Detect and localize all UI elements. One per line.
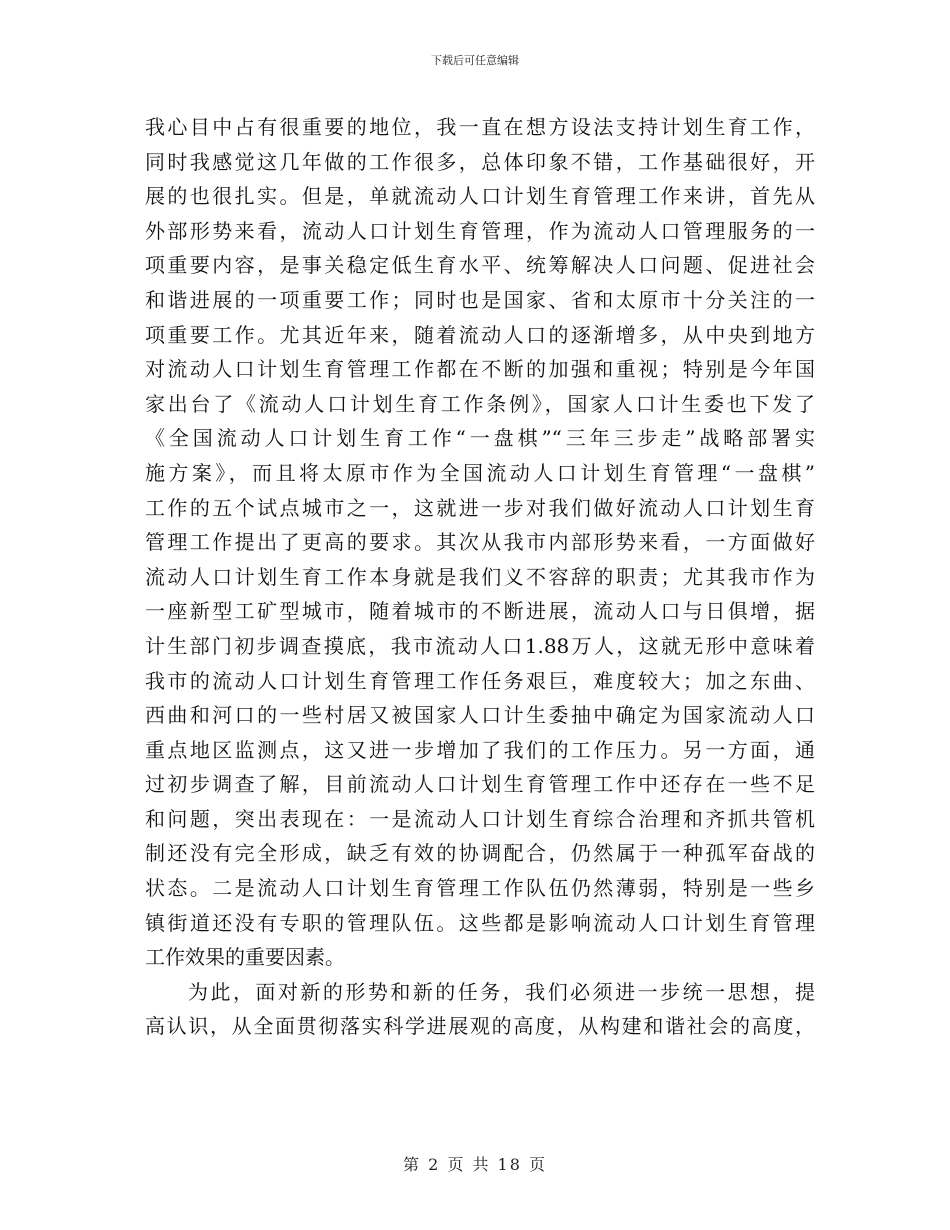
text-line: 施方案》，而且将太原市作为全国流动人口计划生育管理“一盘棋” xyxy=(145,460,815,485)
text-line: 和谐进展的一项重要工作；同时也是国家、省和太原市十分关注的一 xyxy=(145,287,815,312)
text-line: 我心目中占有很重要的地位，我一直在想方设法支持计划生育工作， xyxy=(145,115,815,139)
page-header: 下载后可任意编辑 xyxy=(431,54,519,67)
text-line: 计生部门初步调查摸底，我市流动人口1.88万人，这就无形中意味着 xyxy=(145,633,815,658)
text-line: 《全国流动人口计划生育工作“一盘棋”“三年三步走”战略部署实 xyxy=(145,426,815,451)
text-line: 制还没有完全形成，缺乏有效的协调配合，仍然属于一种孤军奋战的 xyxy=(145,841,815,866)
text-line: 高认识，从全面贯彻落实科学进展观的高度，从构建和谐社会的高度， xyxy=(145,1014,815,1039)
text-line: 一座新型工矿型城市，随着城市的不断进展，流动人口与日俱增，据 xyxy=(145,599,815,624)
document-body xyxy=(145,110,815,1044)
page-number-footer: 第 2 页 共 18 页 xyxy=(403,1155,547,1174)
text-line: 流动人口计划生育工作本身就是我们义不容辞的职责；尤其我市作为 xyxy=(145,564,815,589)
text-line: 和问题，突出表现在：一是流动人口计划生育综合治理和齐抓共管机 xyxy=(145,806,815,831)
text-line: 项重要工作。尤其近年来，随着流动人口的逐渐增多，从中央到地方 xyxy=(145,322,815,347)
text-line-paragraph-end: 工作效果的重要因素。 xyxy=(145,945,345,970)
text-line: 西曲和河口的一些村居又被国家人口计生委抽中确定为国家流动人口 xyxy=(145,703,815,728)
text-line: 状态。二是流动人口计划生育管理工作队伍仍然薄弱，特别是一些乡 xyxy=(145,876,815,901)
text-line-paragraph-start: 为此，面对新的形势和新的任务，我们必须进一步统一思想，提 xyxy=(188,979,815,1004)
text-line: 我市的流动人口计划生育管理工作任务艰巨，难度较大；加之东曲、 xyxy=(145,668,815,693)
text-line: 管理工作提出了更高的要求。其次从我市内部形势来看，一方面做好 xyxy=(145,530,815,555)
text-line: 项重要内容，是事关稳定低生育水平、统筹解决人口问题、促进社会 xyxy=(145,253,815,278)
text-line: 对流动人口计划生育管理工作都在不断的加强和重视；特别是今年国 xyxy=(145,357,815,382)
text-line: 重点地区监测点，这又进一步增加了我们的工作压力。另一方面，通 xyxy=(145,737,815,762)
text-line: 同时我感觉这几年做的工作很多，总体印象不错，工作基础很好，开 xyxy=(145,149,815,174)
text-line: 展的也很扎实。但是，单就流动人口计划生育管理工作来讲，首先从 xyxy=(145,184,815,209)
text-line: 过初步调查了解，目前流动人口计划生育管理工作中还存在一些不足 xyxy=(145,772,815,797)
text-line: 镇街道还没有专职的管理队伍。这些都是影响流动人口计划生育管理 xyxy=(145,910,815,935)
text-line: 工作的五个试点城市之一，这就进一步对我们做好流动人口计划生育 xyxy=(145,495,815,520)
text-line: 外部形势来看，流动人口计划生育管理，作为流动人口管理服务的一 xyxy=(145,218,815,243)
text-line: 家出台了《流动人口计划生育工作条例》，国家人口计生委也下发了 xyxy=(145,391,815,416)
